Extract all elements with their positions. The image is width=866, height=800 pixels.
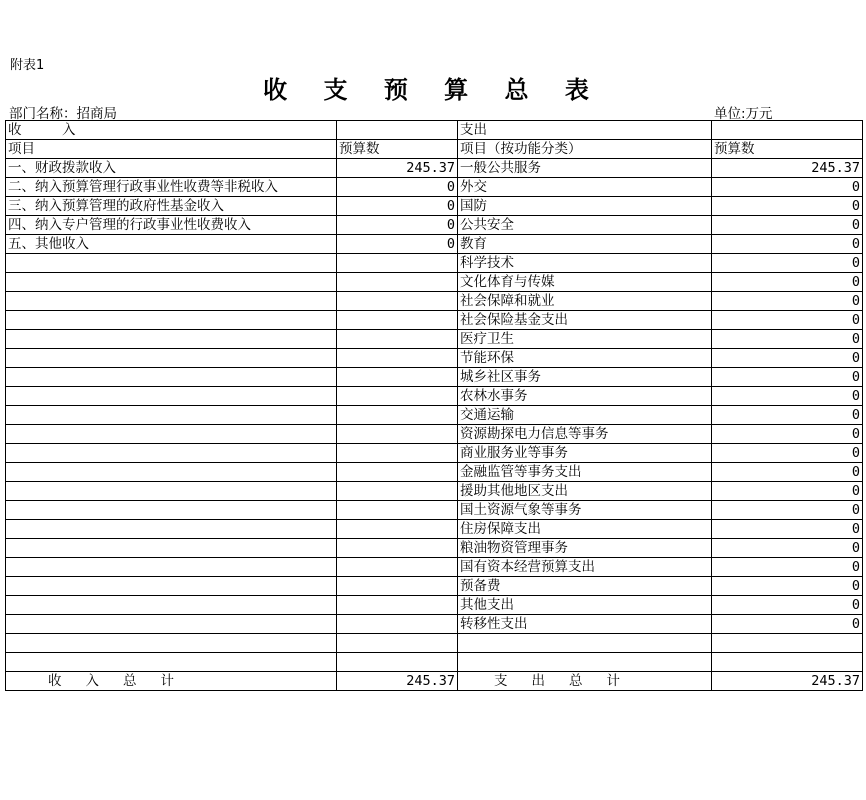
- table-row: [6, 387, 863, 406]
- income-item-cell: [6, 349, 337, 368]
- income-value-cell: [337, 539, 458, 558]
- table-row: [6, 482, 863, 501]
- expense-budget-header: 预算数: [712, 140, 863, 159]
- table-row: [6, 330, 863, 349]
- item-header: 项目: [6, 140, 337, 159]
- table-row: [6, 368, 863, 387]
- income-total-text: 收入总计: [48, 673, 198, 689]
- income-value-cell: [337, 444, 458, 463]
- expense-item-cell: 节能环保: [458, 349, 712, 368]
- expense-header: 支出: [458, 121, 712, 140]
- header-row-2: [6, 140, 863, 159]
- attachment-label: 附表1: [10, 58, 45, 73]
- expense-value-cell: 0: [712, 216, 863, 235]
- expense-value-cell: 0: [712, 463, 863, 482]
- expense-item-cell: 公共安全: [458, 216, 712, 235]
- expense-value-cell: 0: [712, 520, 863, 539]
- table-row: [6, 444, 863, 463]
- table-row: [6, 463, 863, 482]
- table-row: [6, 349, 863, 368]
- income-value-cell: [337, 482, 458, 501]
- budget-summary-table: [5, 120, 863, 691]
- expense-value-cell: 0: [712, 387, 863, 406]
- department-name: 部门名称：招商局: [9, 106, 117, 122]
- expense-value-cell: 0: [712, 311, 863, 330]
- income-value-cell: [337, 387, 458, 406]
- table-row: [6, 653, 863, 672]
- income-value-cell: 0: [337, 235, 458, 254]
- income-item-cell: [6, 254, 337, 273]
- expense-value-cell: 0: [712, 235, 863, 254]
- table-row: [6, 577, 863, 596]
- income-value-cell: [337, 596, 458, 615]
- income-value-cell: 245.37: [337, 159, 458, 178]
- expense-value-cell: 0: [712, 444, 863, 463]
- expense-value-cell: [712, 653, 863, 672]
- expense-item-header: 项目（按功能分类）: [458, 140, 712, 159]
- income-value-cell: [337, 292, 458, 311]
- expense-item-cell: 援助其他地区支出: [458, 482, 712, 501]
- expense-item-cell: 科学技术: [458, 254, 712, 273]
- expense-value-cell: [712, 634, 863, 653]
- income-value-cell: [337, 463, 458, 482]
- income-value-cell: [337, 330, 458, 349]
- income-item-cell: [6, 292, 337, 311]
- expense-item-cell: 资源勘探电力信息等事务: [458, 425, 712, 444]
- expense-item-cell: 转移性支出: [458, 615, 712, 634]
- income-value-cell: [337, 273, 458, 292]
- table-row: [6, 501, 863, 520]
- income-value-cell: [337, 254, 458, 273]
- expense-item-cell: 国防: [458, 197, 712, 216]
- expense-value-cell: 0: [712, 539, 863, 558]
- income-item-cell: 一、财政拨款收入: [6, 159, 337, 178]
- income-value-cell: 0: [337, 216, 458, 235]
- income-item-cell: [6, 596, 337, 615]
- totals-row: [6, 672, 863, 691]
- income-item-cell: [6, 577, 337, 596]
- expense-value-cell: 0: [712, 292, 863, 311]
- income-item-cell: [6, 311, 337, 330]
- expense-item-cell: 国土资源气象等事务: [458, 501, 712, 520]
- table-row: [6, 254, 863, 273]
- expense-item-cell: 预备费: [458, 577, 712, 596]
- unit-label: 单位:万元: [714, 106, 773, 122]
- expense-item-cell: 金融监管等事务支出: [458, 463, 712, 482]
- table-row: [6, 539, 863, 558]
- page-title: 收 支 预 算 总 表: [263, 75, 603, 104]
- table-row: [6, 596, 863, 615]
- expense-total-label: [458, 672, 712, 691]
- expense-item-cell: 文化体育与传媒: [458, 273, 712, 292]
- expense-total-value: 245.37: [712, 672, 863, 691]
- income-value-cell: [337, 425, 458, 444]
- table-row: [6, 311, 863, 330]
- income-header: 收 入: [6, 121, 337, 140]
- expense-item-cell: 商业服务业等事务: [458, 444, 712, 463]
- table-row: [6, 634, 863, 653]
- income-value-cell: 0: [337, 197, 458, 216]
- expense-item-cell: 社会保障和就业: [458, 292, 712, 311]
- expense-item-cell: 城乡社区事务: [458, 368, 712, 387]
- income-value-cell: [337, 634, 458, 653]
- table-row: [6, 615, 863, 634]
- expense-item-cell: 住房保障支出: [458, 520, 712, 539]
- table-row: [6, 216, 863, 235]
- expense-value-cell: 0: [712, 254, 863, 273]
- income-item-cell: [6, 330, 337, 349]
- income-value-cell: [337, 615, 458, 634]
- expense-item-cell: 农林水事务: [458, 387, 712, 406]
- income-item-cell: 三、纳入预算管理的政府性基金收入: [6, 197, 337, 216]
- income-value-cell: [337, 653, 458, 672]
- expense-value-cell: 0: [712, 273, 863, 292]
- income-item-cell: [6, 615, 337, 634]
- income-value-cell: [337, 520, 458, 539]
- table-row: [6, 292, 863, 311]
- expense-item-cell: 教育: [458, 235, 712, 254]
- expense-value-cell: 0: [712, 596, 863, 615]
- expense-value-cell: 0: [712, 482, 863, 501]
- expense-item-cell: [458, 653, 712, 672]
- expense-total-text: 支出总计: [494, 673, 644, 689]
- income-item-cell: [6, 653, 337, 672]
- expense-item-cell: 社会保险基金支出: [458, 311, 712, 330]
- table-row: [6, 520, 863, 539]
- budget-header: 预算数: [337, 140, 458, 159]
- expense-item-cell: [458, 634, 712, 653]
- income-value-cell: [337, 406, 458, 425]
- income-item-cell: [6, 482, 337, 501]
- expense-value-cell: 0: [712, 197, 863, 216]
- expense-item-cell: 医疗卫生: [458, 330, 712, 349]
- expense-value-cell: 0: [712, 178, 863, 197]
- table-row: [6, 235, 863, 254]
- income-item-cell: [6, 368, 337, 387]
- table-row: [6, 178, 863, 197]
- income-item-cell: [6, 634, 337, 653]
- income-value-cell: [337, 311, 458, 330]
- header-row-1: [6, 121, 863, 140]
- income-item-cell: 五、其他收入: [6, 235, 337, 254]
- expense-value-cell: 0: [712, 349, 863, 368]
- table-row: [6, 159, 863, 178]
- table-row: [6, 197, 863, 216]
- income-value-cell: 0: [337, 178, 458, 197]
- expense-value-cell: 0: [712, 330, 863, 349]
- income-item-cell: 二、纳入预算管理行政事业性收费等非税收入: [6, 178, 337, 197]
- income-total-value: 245.37: [337, 672, 458, 691]
- income-value-cell: [337, 558, 458, 577]
- income-item-cell: [6, 444, 337, 463]
- expense-item-cell: 一般公共服务: [458, 159, 712, 178]
- income-item-cell: [6, 387, 337, 406]
- income-value-cell: [337, 368, 458, 387]
- income-value-cell: [337, 577, 458, 596]
- expense-value-cell: 0: [712, 615, 863, 634]
- income-item-cell: [6, 558, 337, 577]
- expense-item-cell: 国有资本经营预算支出: [458, 558, 712, 577]
- expense-value-cell: 0: [712, 558, 863, 577]
- income-item-cell: [6, 520, 337, 539]
- income-item-cell: [6, 501, 337, 520]
- expense-item-cell: 外交: [458, 178, 712, 197]
- table-row: [6, 273, 863, 292]
- income-item-cell: [6, 539, 337, 558]
- income-item-cell: 四、纳入专户管理的行政事业性收费收入: [6, 216, 337, 235]
- income-item-cell: [6, 425, 337, 444]
- expense-item-cell: 交通运输: [458, 406, 712, 425]
- income-item-cell: [6, 406, 337, 425]
- income-value-cell: [337, 501, 458, 520]
- table-row: [6, 406, 863, 425]
- income-value-cell: [337, 349, 458, 368]
- income-item-cell: [6, 273, 337, 292]
- expense-value-cell: 0: [712, 501, 863, 520]
- table-row: [6, 425, 863, 444]
- expense-value-cell: 0: [712, 425, 863, 444]
- income-item-cell: [6, 463, 337, 482]
- expense-item-cell: 粮油物资管理事务: [458, 539, 712, 558]
- expense-value-cell: 245.37: [712, 159, 863, 178]
- income-total-label: [6, 672, 337, 691]
- expense-value-cell: 0: [712, 406, 863, 425]
- table-row: [6, 558, 863, 577]
- expense-value-cell: 0: [712, 577, 863, 596]
- expense-value-cell: 0: [712, 368, 863, 387]
- expense-item-cell: 其他支出: [458, 596, 712, 615]
